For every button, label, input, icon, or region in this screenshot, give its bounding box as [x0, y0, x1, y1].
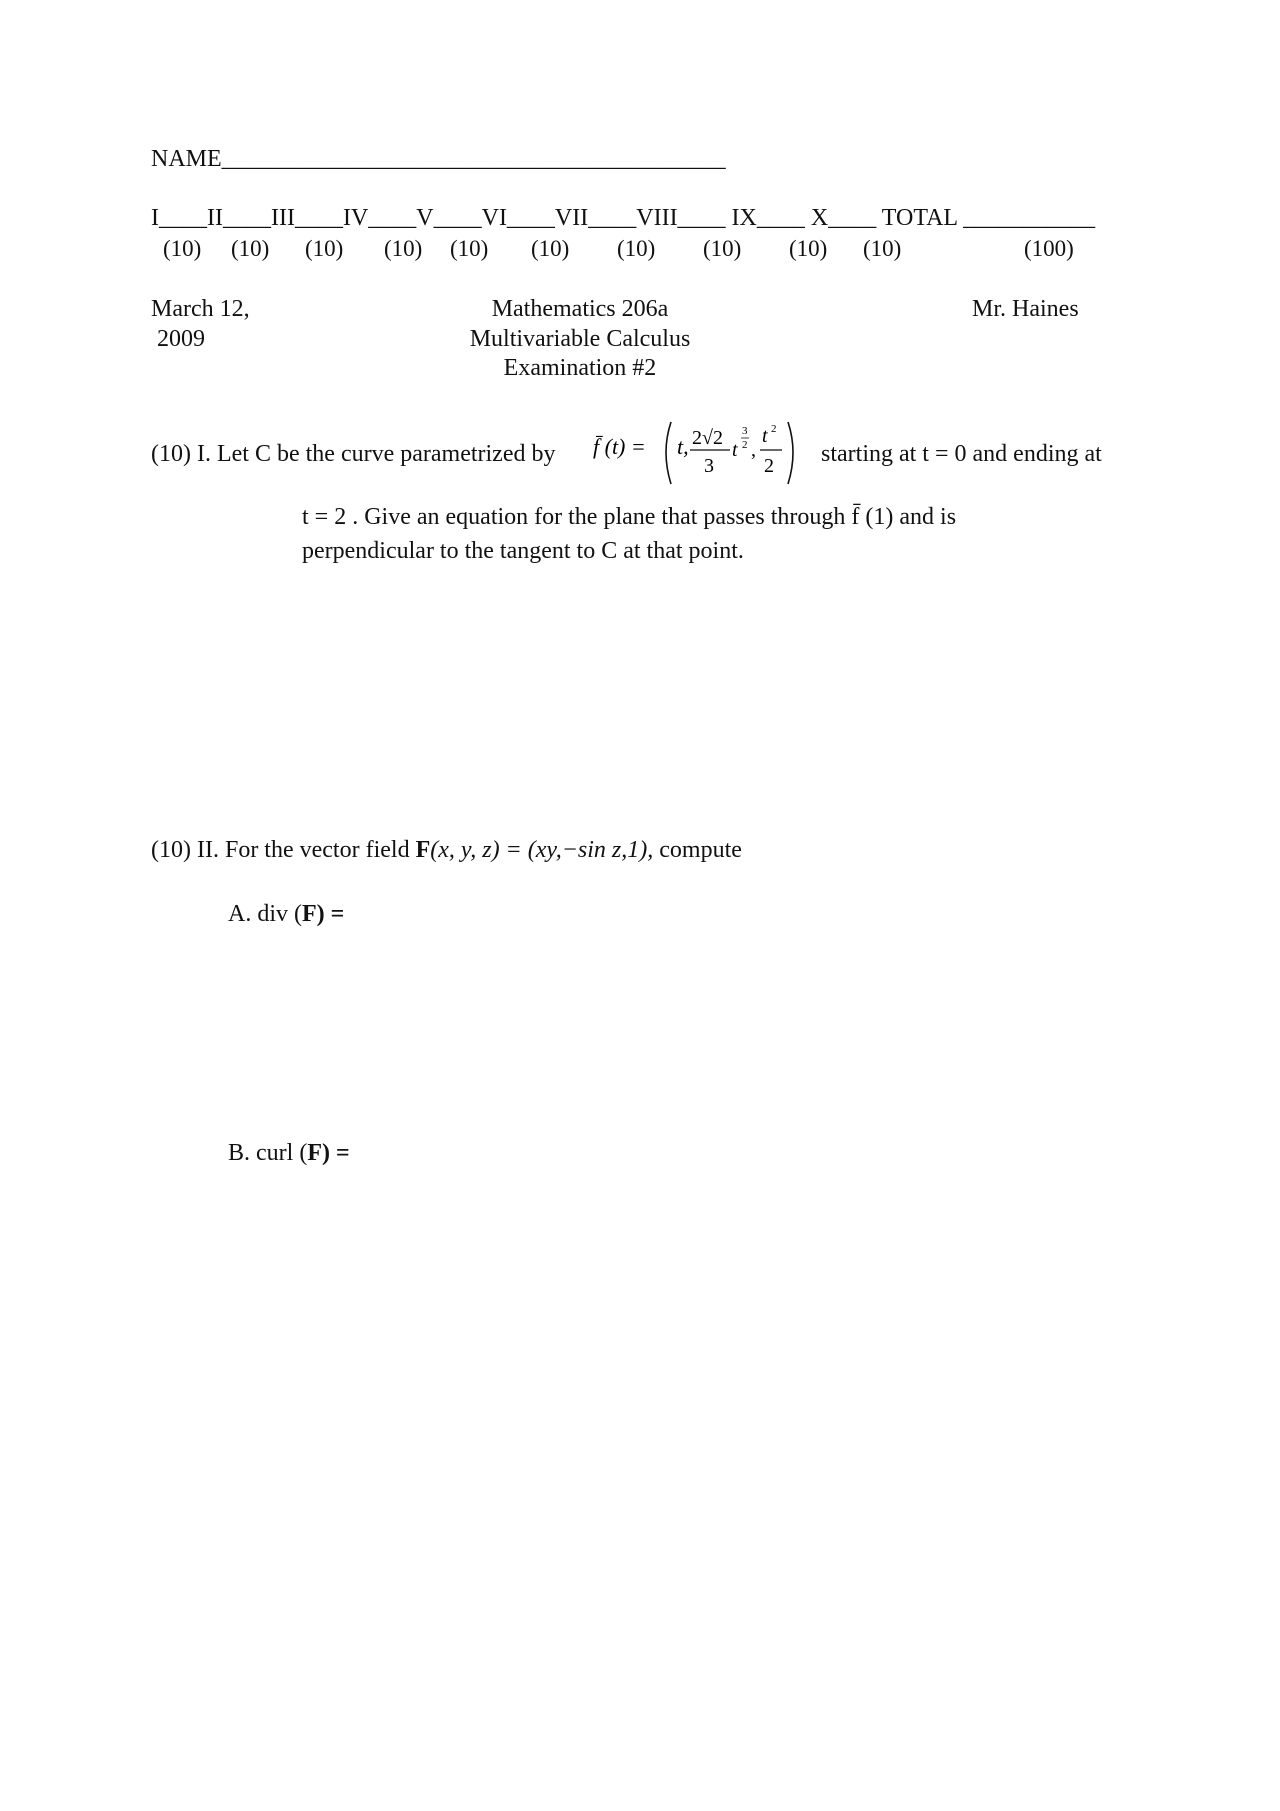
left-paren — [666, 422, 671, 484]
formula-t-squared: t — [762, 425, 768, 447]
problem-1-lead: (10) I. Let C be the curve parametrized by — [151, 441, 556, 467]
exponent-denominator: 2 — [742, 439, 748, 451]
formula-denominator: 3 — [704, 455, 714, 477]
right-paren — [788, 422, 793, 484]
part-b-curl — [228, 1140, 350, 1167]
exam-date-line1: March 12, — [151, 296, 250, 322]
formula-t-power: t — [732, 439, 738, 461]
score-line: I____II____III____IV____V____VI____VII____VIII____ IX____ X____ TOTAL ___________ — [151, 205, 1096, 231]
name-label: NAME — [151, 146, 222, 172]
points-5: (10) — [450, 236, 489, 261]
points-3: (10) — [305, 236, 344, 261]
course-title: Mathematics 206a — [491, 296, 669, 322]
vector-field-symbol: F — [415, 837, 431, 863]
instructor-name: Mr. Haines — [972, 296, 1079, 322]
formula-square-denominator: 2 — [764, 455, 774, 477]
course-subject: Multivariable Calculus — [469, 326, 691, 352]
name-blank-line: __________________________________________ — [221, 146, 726, 172]
problem-1-line2: t = 2 . Give an equation for the plane that passes through f̄ (1) and is — [302, 504, 957, 530]
formula-svg — [589, 412, 819, 492]
parametrization-formula — [589, 412, 819, 492]
part-b-label: B. curl ( — [228, 1140, 308, 1166]
points-7: (10) — [617, 236, 656, 261]
points-1: (10) — [163, 236, 202, 261]
exponent-numerator: 3 — [742, 425, 748, 437]
vector-field-definition: (x, y, z) = (xy,−sin z,1), — [430, 837, 654, 863]
formula-t: t, — [677, 434, 689, 459]
points-total: (100) — [1024, 236, 1074, 261]
points-8: (10) — [703, 236, 742, 261]
exam-title: Examination #2 — [503, 355, 657, 381]
formula-square-exp: 2 — [771, 423, 777, 435]
problem-2-lead: (10) II. For the vector field — [151, 837, 410, 863]
problem-2-tail: compute — [659, 837, 742, 863]
part-a-field: F — [302, 901, 317, 927]
problem-1-line3: perpendicular to the tangent to C at that point. — [302, 538, 744, 564]
problem-2-statement — [151, 837, 742, 864]
points-4: (10) — [384, 236, 423, 261]
formula-comma: , — [751, 439, 756, 461]
points-6: (10) — [531, 236, 570, 261]
part-a-end: ) = — [316, 901, 345, 927]
problem-1-after-formula: starting at t = 0 and ending at — [821, 441, 1102, 467]
points-10: (10) — [863, 236, 902, 261]
part-b-end: ) = — [321, 1140, 350, 1166]
points-9: (10) — [789, 236, 828, 261]
formula-numerator: 2√2 — [692, 427, 723, 449]
formula-lhs: f̄ (t) = — [593, 434, 646, 459]
name-field — [151, 146, 726, 173]
part-a-label: A. div ( — [228, 901, 302, 927]
exam-date-line2: 2009 — [157, 326, 205, 352]
part-a-div — [228, 901, 344, 928]
part-b-field: F — [307, 1140, 322, 1166]
points-2: (10) — [231, 236, 270, 261]
